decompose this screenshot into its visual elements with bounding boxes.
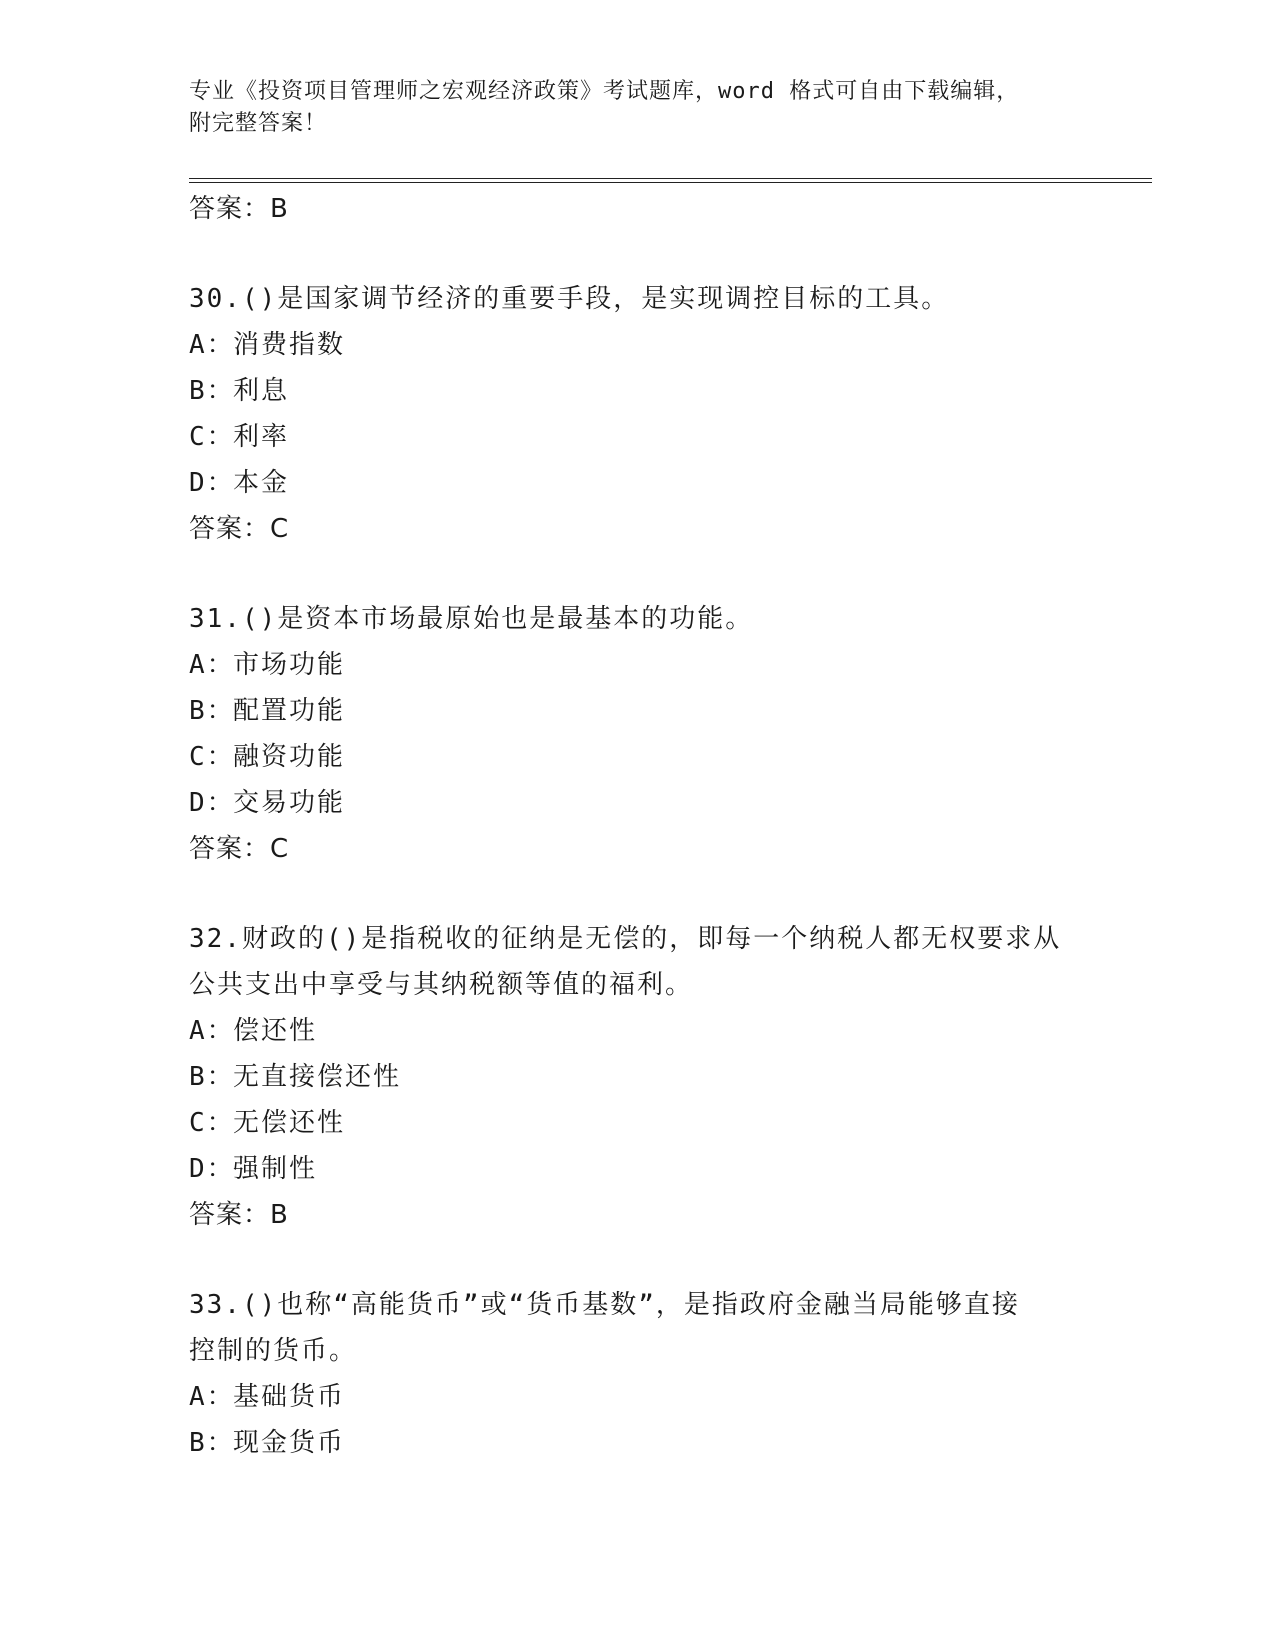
option-label: C：: [189, 422, 235, 452]
option-label: C：: [189, 1108, 235, 1138]
answer-line: 答案：C: [189, 834, 290, 864]
option-d: [189, 780, 1089, 826]
question-31: [189, 596, 1089, 872]
question-stem-line-2: 公共支出中享受与其纳税额等值的福利。: [189, 970, 694, 1000]
option-text: 融资功能: [233, 742, 346, 772]
option-text: 交易功能: [233, 788, 346, 818]
question-stem: [189, 1282, 1089, 1374]
question-stem-line-2: 控制的货币。: [189, 1336, 358, 1366]
header-line-1: 专业《投资项目管理师之宏观经济政策》考试题库，word 格式可自由下载编辑，: [189, 79, 1020, 104]
option-c: [189, 414, 1089, 460]
option-label: B：: [189, 1062, 235, 1092]
option-a: [189, 1008, 1089, 1054]
option-b: [189, 368, 1089, 414]
question-stem: 31.()是资本市场最原始也是最基本的功能。: [189, 604, 754, 634]
option-text: 无直接偿还性: [233, 1062, 402, 1092]
option-text: 偿还性: [233, 1016, 318, 1046]
option-text: 无偿还性: [233, 1108, 346, 1138]
question-30: [189, 276, 1089, 552]
option-label: B：: [189, 696, 235, 726]
option-label: A：: [189, 330, 235, 360]
header-divider-top: [189, 178, 1152, 179]
answer-line: 答案：B: [189, 194, 289, 224]
option-text: 消费指数: [233, 330, 346, 360]
option-label: D：: [189, 1154, 235, 1184]
document-header: [189, 76, 1069, 140]
option-label: B：: [189, 376, 235, 406]
option-text: 基础货币: [233, 1382, 346, 1412]
option-text: 本金: [233, 468, 290, 498]
option-a: [189, 642, 1089, 688]
answer-line: 答案：C: [189, 514, 290, 544]
option-text: 强制性: [233, 1154, 318, 1184]
option-c: [189, 1100, 1089, 1146]
option-label: A：: [189, 1016, 235, 1046]
header-divider-bottom: [189, 182, 1152, 183]
option-label: C：: [189, 742, 235, 772]
option-a: [189, 1374, 1089, 1420]
option-d: [189, 460, 1089, 506]
option-text: 市场功能: [233, 650, 346, 680]
option-d: [189, 1146, 1089, 1192]
option-text: 利息: [233, 376, 290, 406]
question-list: [189, 186, 1089, 1466]
option-b: [189, 1054, 1089, 1100]
option-a: [189, 322, 1089, 368]
question-stem: 30.()是国家调节经济的重要手段，是实现调控目标的工具。: [189, 284, 950, 314]
option-b: [189, 1420, 1089, 1466]
option-text: 利率: [233, 422, 290, 452]
question-stem-line-1: 32.财政的()是指税收的征纳是无偿的，即每一个纳税人都无权要求从: [189, 924, 1062, 954]
header-line-2: 附完整答案！: [189, 111, 328, 136]
answer-line: 答案：B: [189, 1200, 289, 1230]
question-stem: [189, 916, 1089, 1008]
question-32: [189, 916, 1089, 1238]
option-label: D：: [189, 788, 235, 818]
option-text: 配置功能: [233, 696, 346, 726]
option-label: B：: [189, 1428, 235, 1458]
option-label: D：: [189, 468, 235, 498]
option-label: A：: [189, 1382, 235, 1412]
option-label: A：: [189, 650, 235, 680]
question-33: [189, 1282, 1089, 1466]
question-stem-line-1: 33.()也称“高能货币”或“货币基数”，是指政府金融当局能够直接: [189, 1290, 1020, 1320]
option-c: [189, 734, 1089, 780]
option-text: 现金货币: [233, 1428, 346, 1458]
option-b: [189, 688, 1089, 734]
